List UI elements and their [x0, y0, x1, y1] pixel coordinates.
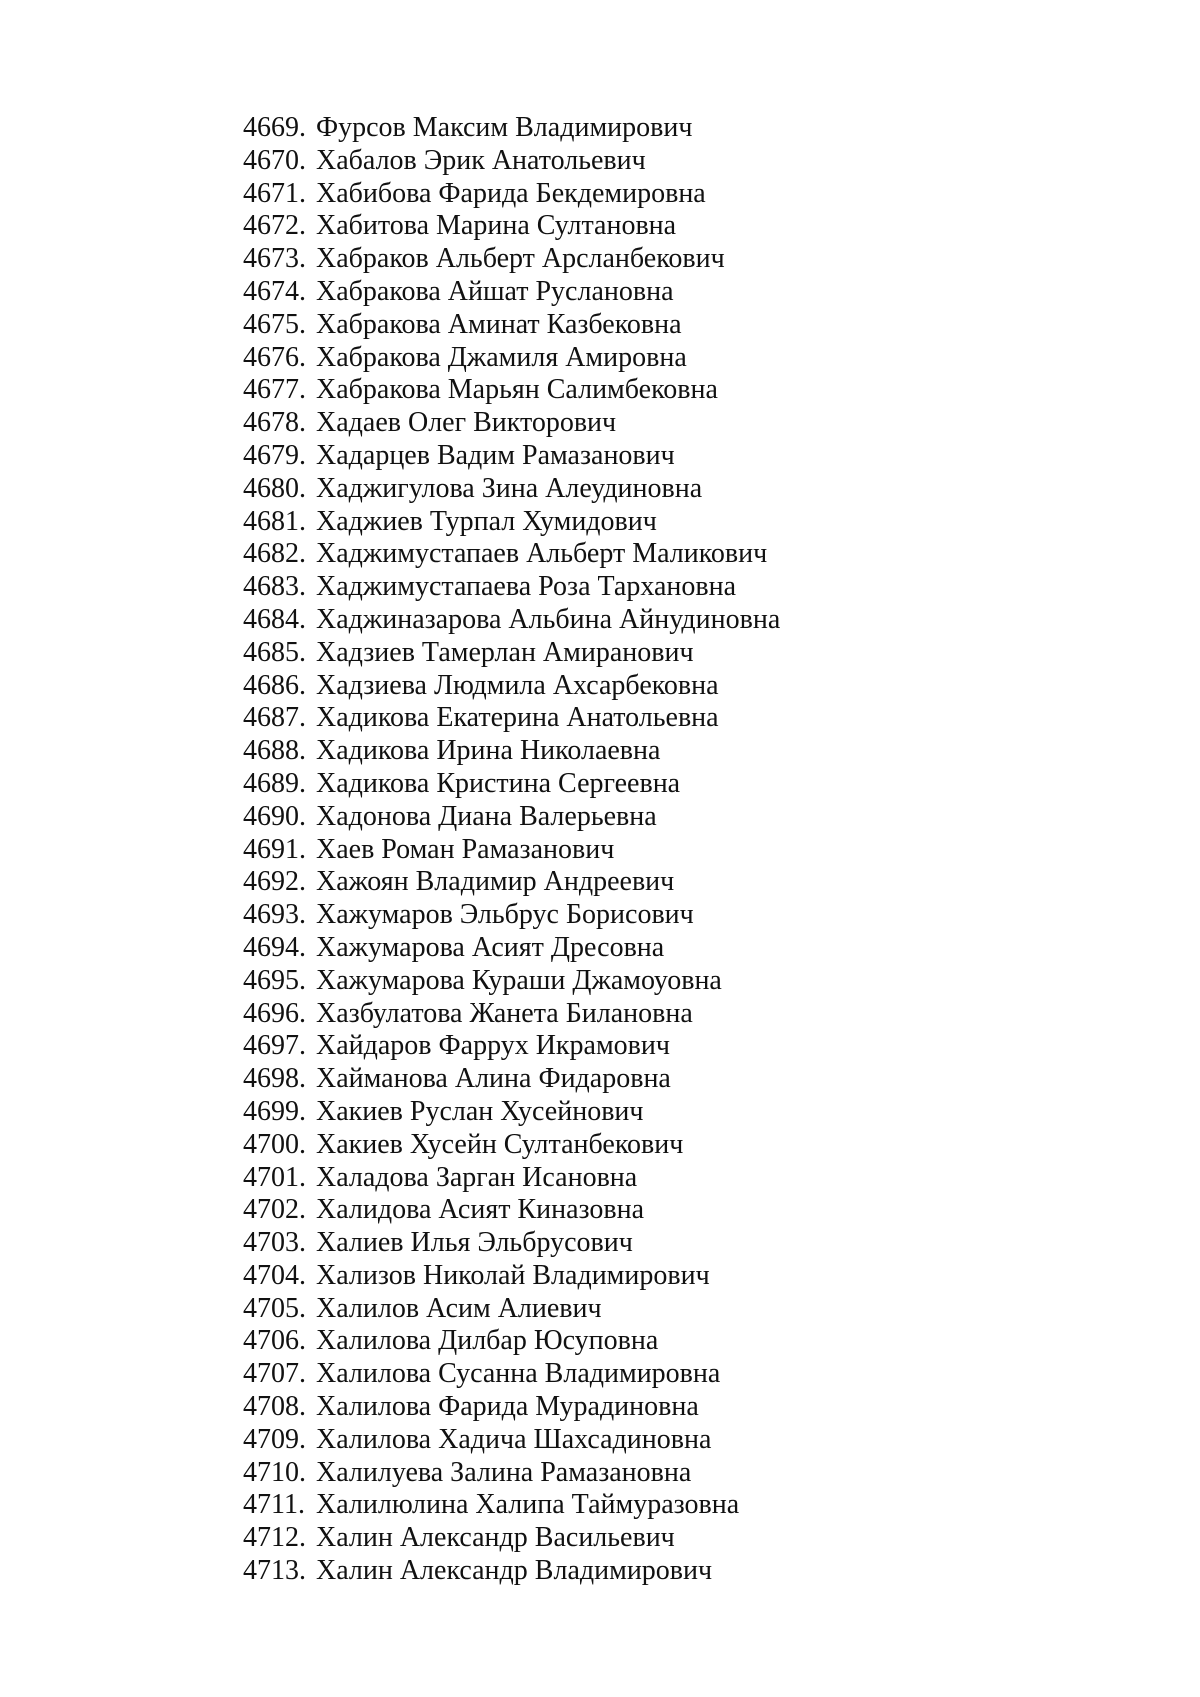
list-item — [243, 178, 780, 211]
entry-number: 4685. — [243, 636, 306, 668]
list-item — [243, 1391, 780, 1424]
entry-name: Халилова Хадича Шахсадиновна — [316, 1423, 712, 1455]
list-item — [243, 1424, 780, 1457]
list-item — [243, 571, 780, 604]
entry-number: 4703. — [243, 1227, 306, 1259]
entry-number: 4683. — [243, 571, 306, 603]
list-item — [243, 965, 780, 998]
entry-name: Халин Александр Васильевич — [316, 1522, 675, 1554]
list-item — [243, 1522, 780, 1555]
entry-name: Хаев Роман Рамазанович — [316, 833, 615, 865]
entry-number: 4675. — [243, 308, 306, 340]
list-item — [243, 276, 780, 309]
entry-name: Хаджимустапаева Роза Тархановна — [316, 571, 736, 603]
entry-name: Хадзиев Тамерлан Амиранович — [316, 636, 694, 668]
entry-name: Халилуева Залина Рамазановна — [316, 1456, 692, 1488]
list-item — [243, 243, 780, 276]
list-item — [243, 801, 780, 834]
list-item — [243, 1555, 780, 1588]
entry-name: Халин Александр Владимирович — [316, 1555, 713, 1587]
entry-name: Хажумаров Эльбрус Борисович — [316, 899, 694, 931]
entry-name: Халилова Сусанна Владимировна — [316, 1358, 721, 1390]
entry-number: 4702. — [243, 1194, 306, 1226]
entry-number: 4697. — [243, 1030, 306, 1062]
entry-number: 4696. — [243, 997, 306, 1029]
entry-name: Хаджимустапаев Альберт Маликович — [316, 538, 768, 570]
list-item — [243, 374, 780, 407]
entry-name: Хабалов Эрик Анатольевич — [316, 144, 646, 176]
entry-name: Хакиев Хусейн Султанбекович — [316, 1128, 684, 1160]
list-item — [243, 1194, 780, 1227]
list-item — [243, 1293, 780, 1326]
entry-number: 4674. — [243, 275, 306, 307]
entry-name: Хаджигулова Зина Алеудиновна — [316, 472, 703, 504]
list-item — [243, 1325, 780, 1358]
entry-name: Халиев Илья Эльбрусович — [316, 1227, 633, 1259]
entry-number: 4698. — [243, 1063, 306, 1095]
list-item — [243, 1162, 780, 1195]
entry-name: Хайманова Алина Фидаровна — [316, 1063, 671, 1095]
list-item — [243, 637, 780, 670]
entry-name: Халилова Дилбар Юсуповна — [316, 1325, 659, 1357]
entry-number: 4677. — [243, 374, 306, 406]
entry-number: 4673. — [243, 243, 306, 275]
list-item — [243, 1129, 780, 1162]
entry-name: Хадаев Олег Викторович — [316, 407, 617, 439]
list-item — [243, 538, 780, 571]
entry-name: Хаджиназарова Альбина Айнудиновна — [316, 603, 781, 635]
entry-number: 4692. — [243, 866, 306, 898]
list-item — [243, 899, 780, 932]
entry-name: Халадова Зарган Исановна — [316, 1161, 638, 1193]
entry-number: 4713. — [243, 1555, 306, 1587]
entry-number: 4690. — [243, 800, 306, 832]
list-item — [243, 1457, 780, 1490]
entry-name: Хажумарова Кураши Джамоуовна — [316, 964, 722, 996]
entry-name: Хадарцев Вадим Рамазанович — [316, 439, 675, 471]
entry-name: Фурсов Максим Владимирович — [316, 112, 693, 143]
list-item — [243, 735, 780, 768]
entry-number: 4695. — [243, 964, 306, 996]
entry-number: 4678. — [243, 407, 306, 439]
entry-name: Хажумарова Асият Дресовна — [316, 931, 665, 963]
entry-name: Хадонова Диана Валерьевна — [316, 800, 657, 832]
entry-number: 4689. — [243, 767, 306, 799]
entry-number: 4679. — [243, 439, 306, 471]
entry-number: 4691. — [243, 833, 306, 865]
list-item — [243, 473, 780, 506]
name-list — [243, 112, 780, 1588]
list-item — [243, 604, 780, 637]
entry-number: 4669. — [243, 112, 306, 143]
entry-number: 4706. — [243, 1325, 306, 1357]
list-item — [243, 1358, 780, 1391]
list-item — [243, 932, 780, 965]
entry-name: Хабраков Альберт Арсланбекович — [316, 243, 725, 275]
entry-name: Хадикова Екатерина Анатольевна — [316, 702, 719, 734]
list-item — [243, 768, 780, 801]
entry-name: Хабибова Фарида Бекдемировна — [316, 177, 706, 209]
entry-number: 4708. — [243, 1391, 306, 1423]
list-item — [243, 309, 780, 342]
entry-name: Хаджиев Турпал Хумидович — [316, 505, 657, 537]
entry-name: Халилов Асим Алиевич — [316, 1292, 602, 1324]
entry-name: Халилюлина Халипа Таймуразовна — [316, 1489, 740, 1521]
entry-name: Хализов Николай Владимирович — [316, 1259, 710, 1291]
entry-number: 4694. — [243, 931, 306, 963]
entry-name: Хабитова Марина Султановна — [316, 210, 677, 242]
entry-number: 4701. — [243, 1161, 306, 1193]
list-item — [243, 702, 780, 735]
entry-name: Хайдаров Фаррух Икрамович — [316, 1030, 670, 1062]
entry-number: 4705. — [243, 1292, 306, 1324]
entry-name: Халидова Асият Киназовна — [316, 1194, 645, 1226]
entry-number: 4686. — [243, 669, 306, 701]
list-item — [243, 1260, 780, 1293]
list-item — [243, 210, 780, 243]
entry-number: 4704. — [243, 1259, 306, 1291]
entry-number: 4672. — [243, 210, 306, 242]
entry-number: 4684. — [243, 603, 306, 635]
entry-number: 4700. — [243, 1128, 306, 1160]
list-item — [243, 834, 780, 867]
entry-number: 4676. — [243, 341, 306, 373]
entry-number: 4671. — [243, 177, 306, 209]
entry-number: 4709. — [243, 1423, 306, 1455]
entry-number: 4680. — [243, 472, 306, 504]
entry-number: 4699. — [243, 1095, 306, 1127]
entry-number: 4707. — [243, 1358, 306, 1390]
list-item — [243, 998, 780, 1031]
entry-number: 4688. — [243, 735, 306, 767]
entry-number: 4670. — [243, 144, 306, 176]
entry-name: Хадзиева Людмила Ахсарбековна — [316, 669, 719, 701]
list-item — [243, 1030, 780, 1063]
list-item — [243, 1096, 780, 1129]
list-item — [243, 1489, 780, 1522]
list-item — [243, 670, 780, 703]
entry-name: Хадикова Кристина Сергеевна — [316, 767, 681, 799]
list-item — [243, 407, 780, 440]
entry-name: Хабракова Айшат Руслановна — [316, 275, 674, 307]
entry-name: Хабракова Джамиля Амировна — [316, 341, 687, 373]
entry-name: Хакиев Руслан Хусейнович — [316, 1095, 644, 1127]
list-item — [243, 866, 780, 899]
list-item — [243, 145, 780, 178]
entry-number: 4681. — [243, 505, 306, 537]
entry-number: 4687. — [243, 702, 306, 734]
list-item — [243, 440, 780, 473]
entry-name: Хабракова Аминат Казбековна — [316, 308, 682, 340]
entry-number: 4711. — [243, 1489, 305, 1521]
entry-name: Хазбулатова Жанета Билановна — [316, 997, 693, 1029]
list-item — [243, 342, 780, 375]
list-item — [243, 1227, 780, 1260]
list-item — [243, 506, 780, 539]
entry-name: Хажоян Владимир Андреевич — [316, 866, 675, 898]
entry-number: 4710. — [243, 1456, 306, 1488]
entry-name: Хабракова Марьян Салимбековна — [316, 374, 718, 406]
entry-number: 4712. — [243, 1522, 306, 1554]
entry-number: 4682. — [243, 538, 306, 570]
list-item — [243, 112, 780, 145]
entry-number: 4693. — [243, 899, 306, 931]
entry-name: Хадикова Ирина Николаевна — [316, 735, 661, 767]
list-item — [243, 1063, 780, 1096]
entry-name: Халилова Фарида Мурадиновна — [316, 1391, 699, 1423]
